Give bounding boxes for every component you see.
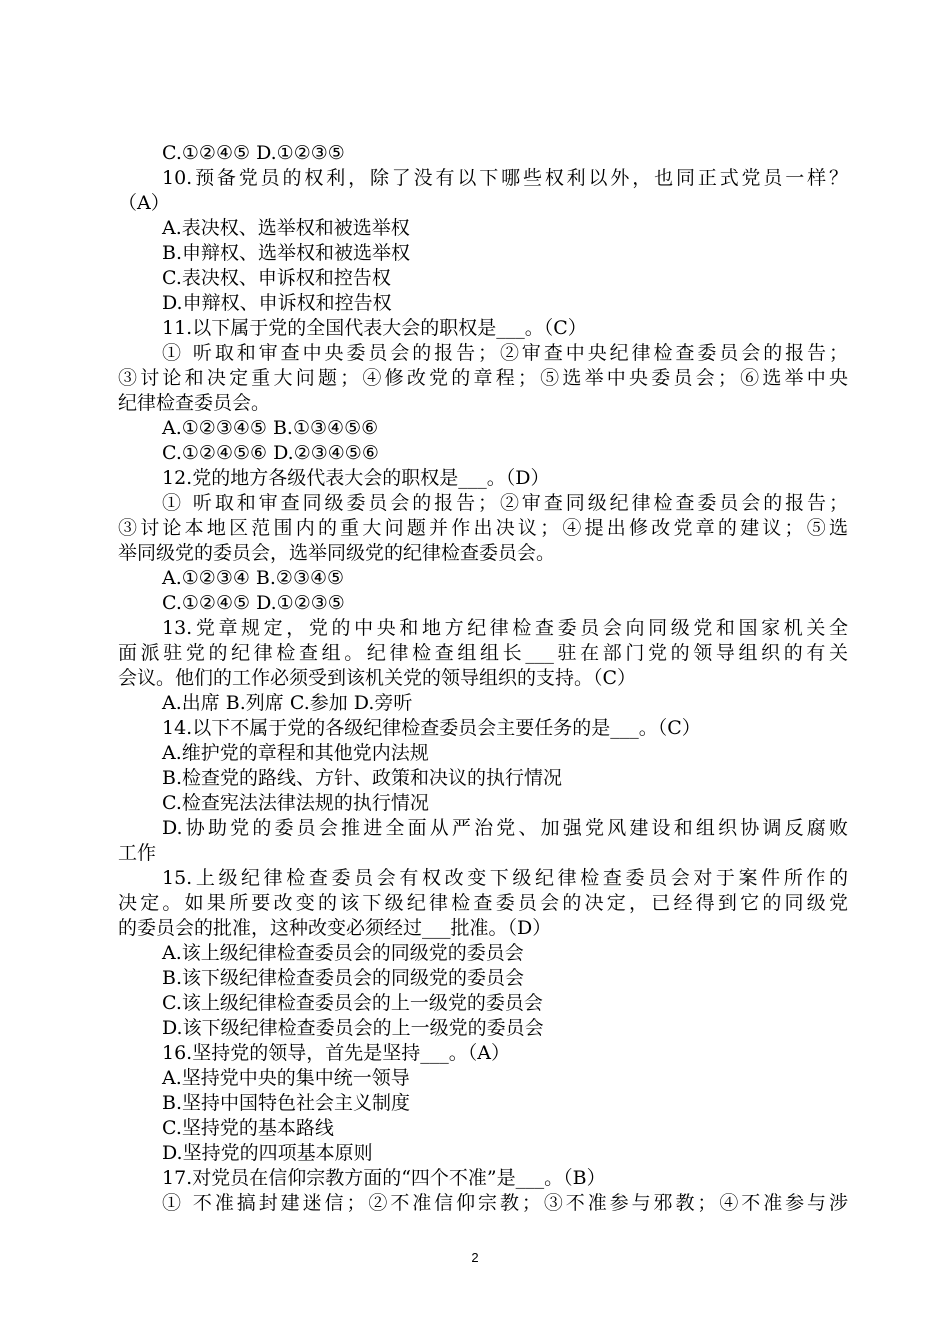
text-line: C.①②④⑤ D.①②③⑤ xyxy=(162,142,345,164)
text-line: C.①②④⑤ D.①②③⑤ xyxy=(162,592,345,614)
text-line: D.坚持党的四项基本原则 xyxy=(162,1142,373,1164)
text-line: D.该下级纪律检查委员会的上一级党的委员会 xyxy=(162,1017,544,1039)
text-line: C.检查宪法法律法规的执行情况 xyxy=(162,792,429,814)
text-line: C.该上级纪律检查委员会的上一级党的委员会 xyxy=(162,992,543,1014)
text-line: C.表决权、申诉权和控告权 xyxy=(162,267,391,289)
text-line: ① 不准搞封建迷信；②不准信仰宗教；③不准参与邪教；④不准参与涉 xyxy=(162,1192,848,1214)
text-line: ① 听取和审查同级委员会的报告；②审查同级纪律检查委员会的报告； xyxy=(162,492,848,514)
page-number: 2 xyxy=(471,1250,479,1265)
text-line: C.①②④⑤⑥ D.②③④⑤⑥ xyxy=(162,442,379,464)
text-line: 14.以下不属于党的各级纪律检查委员会主要任务的是___。（C） xyxy=(162,717,701,739)
text-line: 12.党的地方各级代表大会的职权是___。（D） xyxy=(162,467,550,489)
text-line: ③讨论本地区范围内的重大问题并作出决议；④提出修改党章的建议；⑤选 xyxy=(118,517,848,539)
text-line: A.①②③④⑤ B.①③④⑤⑥ xyxy=(162,417,379,439)
text-line: 13.党章规定，党的中央和地方纪律检查委员会向同级党和国家机关全 xyxy=(162,617,848,639)
text-line: A.该上级纪律检查委员会的同级党的委员会 xyxy=(162,942,524,964)
text-line: B.坚持中国特色社会主义制度 xyxy=(162,1092,411,1114)
text-line: A.①②③④ B.②③④⑤ xyxy=(162,567,345,589)
text-line: A.维护党的章程和其他党内法规 xyxy=(162,742,429,764)
text-line: 工作 xyxy=(118,842,157,864)
text-line: B.检查党的路线、方针、政策和决议的执行情况 xyxy=(162,767,563,789)
document-body xyxy=(118,141,848,1216)
text-line: 17.对党员在信仰宗教方面的“四个不准”是___。（B） xyxy=(162,1167,606,1189)
text-line: ① 听取和审查中央委员会的报告；②审查中央纪律检查委员会的报告； xyxy=(162,342,848,364)
text-line: 10.预备党员的权利，除了没有以下哪些权利以外，也同正式党员一样？ xyxy=(162,167,848,189)
text-line: B.申辩权、选举权和被选举权 xyxy=(162,242,411,264)
text-line: （A） xyxy=(118,192,170,214)
text-line: 11.以下属于党的全国代表大会的职权是___。（C） xyxy=(162,317,587,339)
text-line: A.表决权、选举权和被选举权 xyxy=(162,217,410,239)
text-line: 15.上级纪律检查委员会有权改变下级纪律检查委员会对于案件所作的 xyxy=(162,867,848,889)
text-line: A.出席 B.列席 C.参加 D.旁听 xyxy=(162,692,413,714)
text-line: 举同级党的委员会，选举同级党的纪律检查委员会。 xyxy=(118,542,556,564)
text-line: D.申辩权、申诉权和控告权 xyxy=(162,292,392,314)
text-line: B.该下级纪律检查委员会的同级党的委员会 xyxy=(162,967,525,989)
text-line: 面派驻党的纪律检查组。纪律检查组组长___驻在部门党的领导组织的有关 xyxy=(118,642,848,664)
text-line: D.协助党的委员会推进全面从严治党、加强党风建设和组织协调反腐败 xyxy=(162,817,848,839)
text-line: 决定。如果所要改变的该下级纪律检查委员会的决定，已经得到它的同级党 xyxy=(118,892,848,914)
text-line: 纪律检查委员会。 xyxy=(118,392,271,414)
text-line: A.坚持党中央的集中统一领导 xyxy=(162,1067,410,1089)
text-line: C.坚持党的基本路线 xyxy=(162,1117,334,1139)
text-line: ③讨论和决定重大问题；④修改党的章程；⑤选举中央委员会；⑥选举中央 xyxy=(118,367,848,389)
text-line: 的委员会的批准，这种改变必须经过___批准。（D） xyxy=(118,917,552,939)
text-line: 16.坚持党的领导，首先是坚持___。（A） xyxy=(162,1042,510,1064)
text-line: 会议。他们的工作必须受到该机关党的领导组织的支持。（C） xyxy=(118,667,637,689)
